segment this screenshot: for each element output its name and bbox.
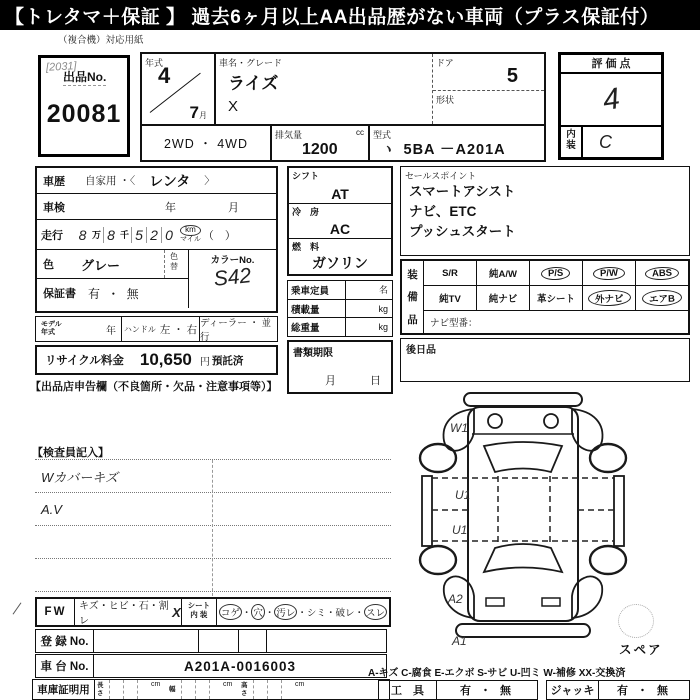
equipment-item-label: 革シート: [536, 294, 575, 305]
displacement-value: 1200: [302, 141, 338, 158]
registration-cell: [198, 630, 238, 652]
garage-certificate-label: 車庫証明用: [33, 680, 95, 699]
mileage-row: [37, 220, 276, 250]
equipment-grid: [424, 261, 688, 333]
mileage-unit-stack: [180, 225, 201, 243]
lot-number-header: [41, 58, 127, 100]
door-label: ドア: [436, 58, 454, 68]
equipment-item: [530, 286, 583, 310]
ac-row: [289, 204, 391, 240]
tools-label: 工 具: [379, 681, 437, 699]
km-unit-circled: km: [180, 225, 201, 236]
equipment-item: [477, 261, 530, 285]
car-damage-diagram: [398, 388, 648, 650]
ac-value: AC: [329, 221, 351, 238]
length-digit-cell: [137, 680, 151, 699]
inspector-notes-box: [35, 459, 391, 596]
chassis-number-row: [35, 654, 387, 678]
header-bar: [0, 0, 700, 30]
mileage-digit-100: 5: [131, 227, 146, 243]
equipment-item: [636, 261, 688, 285]
seat-condition-items: [217, 599, 389, 625]
seat-label-line1: シート: [187, 601, 211, 610]
separator-dot: ・: [325, 608, 336, 619]
color-warranty-left: [37, 250, 189, 308]
registration-cell: [266, 630, 386, 652]
vehicle-info-box: [140, 52, 546, 162]
capacity-label: 乗車定員: [288, 281, 346, 299]
history-label: 車歴: [43, 175, 65, 188]
inspector-note-row: [35, 559, 391, 592]
equipment-label-char2: 備: [407, 291, 418, 304]
inspection-year-unit: 年: [165, 201, 176, 214]
model-code-label: 型式: [373, 130, 392, 140]
registration-cell: [94, 630, 198, 652]
document-deadline-month: 月: [325, 375, 336, 387]
car-grade-value: X: [228, 98, 239, 115]
sales-point-line: スマートアシスト: [409, 184, 516, 199]
capacity-unit: 名: [378, 285, 388, 296]
equipment-label: [402, 261, 424, 333]
sales-point-line: プッシュスタート: [409, 224, 516, 239]
mileage-digit-1: 0: [161, 227, 176, 243]
equipment-item-label: ABS: [645, 266, 679, 280]
equipment-label-char1: 装: [407, 268, 418, 281]
equipment-item-label: P/S: [541, 266, 571, 280]
model-year-label: [41, 321, 62, 338]
inspector-note-row: [35, 526, 391, 559]
dealer-cell: ディーラー ・ 並行: [200, 318, 272, 343]
wheel-icon: [590, 546, 626, 574]
fuel-value: ガソリン: [312, 255, 368, 272]
separator-dot: ・: [297, 608, 307, 619]
year-value: 4: [158, 63, 171, 88]
sales-point-line: ナビ、ETC: [409, 204, 477, 219]
color-change-label: 色替: [170, 252, 178, 271]
mileage-10k-unit: 万: [92, 230, 102, 240]
tools-value: 有 ・ 無: [459, 685, 515, 697]
wheel-icon: [420, 444, 456, 472]
capacity-box: [287, 280, 393, 337]
model-year-row: [35, 316, 278, 342]
interior-label: [561, 127, 583, 157]
color-label: 色: [43, 259, 54, 271]
front-window-mark: X: [172, 604, 181, 620]
history-type-value: レンタ: [149, 172, 191, 189]
color-change-cell: [164, 250, 188, 278]
equipment-item: [477, 286, 530, 310]
width-cm-unit: cm: [223, 681, 233, 688]
evaluation-label: 評 価 点: [561, 55, 661, 74]
color-warranty-area: [37, 250, 276, 308]
shift-label: シフト: [292, 171, 320, 181]
interior-grade-area: [583, 127, 661, 157]
lot-number-value: 20081: [46, 100, 122, 128]
car-name-cell: [216, 54, 432, 124]
wheel-icon: [420, 546, 456, 574]
registration-cell: [238, 630, 266, 652]
equipment-item-label: 純TV: [439, 294, 461, 305]
color-no-value: S42: [212, 264, 253, 291]
seat-condition-item: コゲ: [219, 604, 242, 620]
recycle-fee-value: 10,650: [139, 350, 192, 369]
length-label: [95, 680, 109, 699]
height-digit-cell: [267, 680, 281, 699]
capacity-row: [288, 281, 392, 300]
weight-unit: kg: [378, 322, 388, 333]
stray-pen-mark: [13, 602, 22, 614]
mileage-10k-digit: 8: [78, 226, 87, 243]
equipment-item: [636, 286, 688, 310]
year-label: 年式: [145, 58, 164, 68]
equipment-box: [400, 259, 690, 335]
equipment-item-label: S/R: [442, 267, 458, 279]
door-cell: [433, 54, 544, 91]
width-digit-cell: [181, 680, 195, 699]
handle-cell: [122, 317, 200, 341]
car-name-label: 車名・グレード: [219, 58, 283, 68]
equipment-item: [424, 261, 477, 285]
document-deadline-label: 書類期限: [293, 348, 333, 359]
width-digit-cell: [209, 680, 223, 699]
inspector-note: Wカバーキズ: [41, 469, 119, 485]
history-close-bracket: 〉: [204, 175, 215, 187]
height-label: [239, 680, 253, 699]
model-code-text: 5BA －A201A: [403, 142, 506, 158]
fuel-row: [289, 239, 391, 274]
spare-tire-icon: [618, 604, 654, 638]
model-year-label-l1: モデル: [41, 320, 62, 328]
wheel-icons: [420, 444, 626, 574]
height-digit-cell: [281, 680, 295, 699]
equipment-item-label: 純A/W: [489, 269, 517, 280]
equipment-item: [583, 286, 636, 310]
shift-ac-fuel-box: [287, 166, 393, 276]
later-items-box: [400, 338, 690, 382]
seat-condition-item: 破レ: [335, 608, 355, 619]
seat-condition-item: スレ: [364, 604, 387, 620]
warranty-row: [37, 279, 188, 307]
registration-number-label: 登 録 No.: [36, 630, 94, 652]
load-row: [288, 300, 392, 319]
equipment-item: [583, 261, 636, 285]
model-code-value: [380, 138, 506, 159]
later-items-label: 後日品: [406, 345, 436, 356]
model-year-cell2: [36, 317, 122, 341]
length-digit-cell: [109, 680, 123, 699]
document-deadline-box: [287, 340, 393, 394]
fuel-label: 燃 料: [292, 242, 320, 253]
weight-label: 総重量: [288, 318, 346, 336]
separator-dot: ・: [264, 608, 275, 619]
length-cm-unit: cm: [151, 681, 161, 688]
color-row: [37, 250, 188, 279]
front-window-label: FW: [37, 599, 75, 625]
inspector-note-row: [35, 493, 391, 526]
door-count: 5: [506, 65, 518, 87]
inspector-note-row: [35, 460, 391, 493]
model-check-mark: ヽ: [380, 142, 396, 158]
month-value: [190, 103, 207, 123]
interior-label-char1: 内: [566, 129, 576, 140]
damage-mark: W1: [450, 421, 468, 435]
mileage-1k-unit: 千: [120, 230, 130, 240]
evaluation-box: [558, 52, 664, 160]
front-window-condition: [75, 599, 181, 625]
model-year-unit: 年: [106, 325, 116, 337]
warranty-value: 有 ・ 無: [88, 286, 141, 301]
damage-mark: A2: [448, 592, 463, 606]
width-label-text: 幅: [169, 685, 176, 693]
seller-claim-heading: 【出品店申告欄（不良箇所・欠品・注意事項等）】: [30, 381, 278, 393]
shift-row: [289, 168, 391, 204]
seat-condition-item: シミ: [306, 608, 326, 619]
month-number: 7: [189, 103, 199, 122]
seat-label-line2: 内 装: [190, 610, 208, 620]
shape-cell: [433, 91, 544, 124]
equipment-item: [530, 261, 583, 285]
length-digit-cell: [123, 680, 137, 699]
front-window-items: キズ・ヒビ・石・割レ: [79, 601, 169, 627]
mile-unit: マイル: [180, 236, 201, 244]
drive-type-cell: 2WD ・ 4WD: [142, 126, 272, 160]
seat-condition-item: 穴: [251, 604, 265, 620]
warranty-label: 保証書: [43, 288, 76, 300]
lot-number-box: [38, 55, 130, 157]
equipment-item-label: エアB: [642, 289, 682, 306]
month-unit: 月: [199, 111, 207, 120]
car-name-value: ライズ: [228, 74, 279, 93]
width-label: [167, 680, 181, 699]
load-unit: kg: [378, 303, 388, 314]
interior-grade-row: [561, 125, 661, 157]
inspector-note: A.V: [41, 501, 62, 517]
height-label-text: 高さ: [241, 682, 248, 697]
mileage-paren: （ ）: [202, 229, 236, 242]
height-digit-cell: [253, 680, 267, 699]
document-deadline-day: 日: [370, 375, 381, 387]
damage-mark: A1: [452, 634, 467, 648]
load-label: 積載量: [288, 300, 346, 318]
equipment-row2: [424, 286, 688, 311]
equipment-item-label: P/W: [593, 266, 625, 280]
displacement-unit: cc: [356, 128, 364, 137]
vehicle-info-row1: [142, 54, 544, 126]
equipment-item-label: 外ナビ: [587, 289, 630, 306]
paper-note: （複合機）対応用紙: [58, 35, 144, 46]
shift-value: AT: [331, 185, 349, 202]
damage-mark: U1: [455, 488, 471, 502]
width-digit-cell: [195, 680, 209, 699]
vehicle-info-row2: [142, 126, 544, 160]
equipment-item: [424, 286, 477, 310]
mileage-1k-digit: 8: [103, 227, 118, 243]
handle-value: 左 ・ 右: [159, 323, 198, 336]
history-box: [35, 166, 278, 313]
equipment-row1: [424, 261, 688, 286]
chassis-number-label: 車 台 No.: [36, 655, 94, 677]
recycle-fee-box: [35, 345, 278, 375]
shape-label: 形状: [436, 95, 455, 105]
navi-model-row: ナビ型番：: [430, 318, 478, 329]
weight-row: [288, 318, 392, 336]
inspector-box-divider: [212, 460, 213, 596]
evaluation-score-area: [561, 74, 661, 125]
mileage-digit-10: 2: [146, 227, 161, 243]
spare-tire-label: スペア: [619, 643, 663, 657]
header-title: 【トレタマ＋保証 】 過去6ヶ月以上AA出品歴がない車両（プラス保証付）: [5, 6, 660, 28]
sales-points-box: [400, 166, 690, 256]
color-value: グレー: [81, 257, 121, 273]
recycle-fee-unit: 円: [199, 356, 210, 368]
equipment-label-char3: 品: [407, 314, 418, 327]
inspector-heading: 【検査員記入】: [32, 447, 109, 459]
glass-seat-condition-row: [35, 597, 391, 627]
registration-number-row: [35, 629, 387, 653]
mileage-label: 走行: [41, 229, 63, 242]
interior-grade: C: [599, 131, 612, 152]
separator-dot: ・: [241, 608, 252, 619]
garage-certificate-row: [32, 679, 390, 700]
inspection-month-unit: 月: [228, 201, 239, 214]
interior-label-char2: 装: [566, 139, 576, 151]
model-year-label-l2: 年式: [41, 329, 55, 336]
ac-label: 冷 房: [292, 206, 320, 217]
seat-interior-label: [181, 599, 217, 625]
displacement-cell: [272, 126, 370, 160]
sales-points-label: セールスポイント: [405, 171, 477, 181]
seat-condition-item: 汚レ: [274, 604, 297, 620]
inspection-row: [37, 194, 276, 220]
displacement-label: 排気量: [275, 130, 303, 140]
model-year-cell: [142, 54, 216, 124]
handle-label: ハンドル: [123, 324, 156, 334]
door-shape-cell: [432, 54, 544, 124]
model-code-cell: [370, 126, 544, 160]
auction-stamp: [2031]: [45, 60, 77, 74]
color-no-cell: [189, 250, 276, 308]
wheel-icon: [590, 444, 626, 472]
lot-number-label: 出品No.: [63, 70, 107, 84]
recycle-fee-label: リサイクル料金: [45, 355, 124, 367]
inspection-label: 車検: [43, 201, 65, 214]
height-cm-unit: cm: [295, 681, 305, 688]
equipment-item-label: 純ナビ: [488, 294, 518, 305]
length-label-text: 長さ: [97, 682, 104, 697]
jack-box: [546, 680, 690, 700]
damage-code-legend: A-キズ C-腐食 E-エクボ S-サビ U-凹ミ W-補修 XX-交換済: [368, 668, 626, 679]
jack-value: 有 ・ 無: [616, 685, 672, 697]
history-row: [37, 168, 276, 194]
recycle-fee-status: 預託済: [211, 354, 244, 367]
evaluation-score: 4: [600, 81, 622, 117]
color-no-label: カラーNo.: [210, 255, 255, 266]
tools-box: [378, 680, 538, 700]
damage-mark: U1: [452, 523, 468, 537]
chassis-number-value: A201A-0016003: [183, 658, 297, 674]
history-private-label: 自家用 ・〈: [85, 175, 136, 187]
separator-dot: ・: [354, 608, 364, 619]
jack-label: ジャッキ: [547, 681, 599, 699]
